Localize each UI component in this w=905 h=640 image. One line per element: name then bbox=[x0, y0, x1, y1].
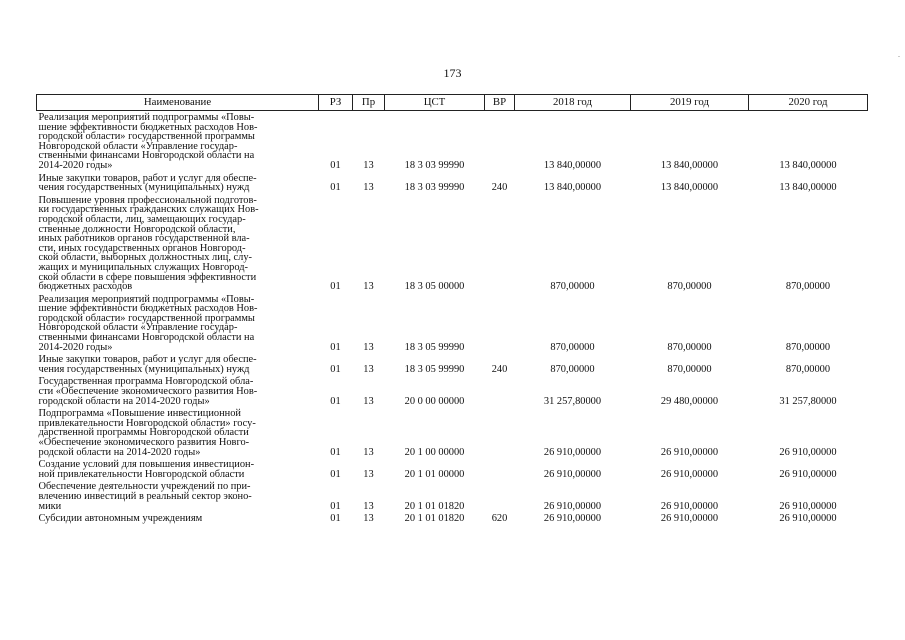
name-line: 2014-2020 годы» bbox=[38, 341, 113, 353]
name-line: Реализация мероприятий подпрограммы «Повы- bbox=[38, 293, 255, 305]
name-line: Обеспечение деятельности учреждений по при- bbox=[38, 481, 251, 493]
name-line: привлекательности Новгородской области» госу- bbox=[38, 417, 256, 429]
name-line: мики bbox=[38, 500, 62, 512]
cell-name bbox=[37, 480, 319, 512]
name-line: влечению инвестиций в реальный сектор эконо- bbox=[38, 490, 252, 502]
table-row bbox=[37, 353, 868, 375]
cell-2018: 870,00000 bbox=[550, 363, 595, 375]
name-line: 2014-2020 годы» bbox=[38, 159, 113, 171]
cell-2020: 26 910,00000 bbox=[779, 500, 837, 512]
name-line: шение эффективности бюджетных расходов Нов- bbox=[38, 303, 258, 315]
cell-2018: 31 257,80000 bbox=[543, 395, 602, 407]
column-header-vr: ВР bbox=[485, 95, 515, 111]
name-line: Создание условий для повышения инвестицион- bbox=[38, 459, 255, 471]
cell-vr bbox=[485, 194, 515, 293]
column-header-pr: Пр bbox=[353, 95, 385, 111]
name-line: городской области» государственной программы bbox=[38, 312, 255, 324]
cell-2020: 13 840,00000 bbox=[779, 159, 837, 171]
name-line: Повышение уровня профессиональной подготов- bbox=[38, 194, 257, 206]
cell-2018: 13 840,00000 bbox=[543, 159, 602, 171]
cell-rz: 01 bbox=[330, 341, 341, 353]
name-line: ки государственных гражданских служащих Нов- bbox=[38, 204, 259, 216]
cell-vr bbox=[485, 480, 515, 512]
cell-rz: 01 bbox=[330, 363, 341, 375]
name-line: ной привлекательности Новгородской области bbox=[38, 468, 245, 480]
name-line: бюджетных расходов bbox=[38, 281, 133, 293]
cell-cst: 20 1 01 01820 bbox=[404, 513, 465, 525]
cell-name bbox=[37, 407, 319, 458]
name-line: ственными финансами Новгородской области на bbox=[38, 332, 255, 344]
cell-vr bbox=[485, 293, 515, 354]
name-line: сти «Обеспечение экономического развития Нов- bbox=[38, 386, 258, 398]
name-line: ственными финансами Новгородской области на bbox=[38, 150, 255, 162]
cell-2020: 26 910,00000 bbox=[779, 446, 837, 458]
name-line: городской области» государственной программы bbox=[38, 131, 255, 143]
cell-rz: 01 bbox=[330, 281, 341, 293]
cell-vr bbox=[485, 111, 515, 172]
cell-2019: 870,00000 bbox=[667, 341, 712, 353]
cell-2018: 870,00000 bbox=[550, 281, 595, 293]
cell-name bbox=[37, 375, 319, 407]
cell-vr bbox=[485, 375, 515, 407]
cell-cst: 20 1 01 00000 bbox=[404, 468, 465, 480]
cell-2018: 26 910,00000 bbox=[543, 513, 602, 525]
column-header-2018: 2018 год bbox=[515, 95, 631, 111]
cell-cst: 18 3 03 99990 bbox=[404, 159, 465, 171]
table-row bbox=[37, 111, 868, 172]
cell-cst: 20 0 00 00000 bbox=[404, 395, 465, 407]
name-line: Новгородской области «Управление государ- bbox=[38, 140, 238, 152]
name-line: Иные закупки товаров, работ и услуг для обеспе- bbox=[38, 172, 257, 184]
cell-cst: 20 1 00 00000 bbox=[404, 446, 465, 458]
cell-rz: 01 bbox=[330, 513, 341, 525]
cell-2019: 870,00000 bbox=[667, 281, 712, 293]
cell-vr bbox=[485, 407, 515, 458]
name-line: городской области, лиц, замещающих государ- bbox=[38, 213, 246, 225]
name-line: Государственная программа Новгородской обла- bbox=[38, 376, 254, 388]
cell-name bbox=[37, 512, 319, 525]
table-row bbox=[37, 293, 868, 354]
cell-2019: 13 840,00000 bbox=[660, 182, 719, 194]
name-line: Реализация мероприятий подпрограммы «Повы- bbox=[38, 112, 255, 123]
cell-rz: 01 bbox=[330, 395, 341, 407]
cell-pr: 13 bbox=[363, 513, 374, 525]
name-line: иных работников органов государственной вла- bbox=[38, 233, 250, 245]
cell-vr bbox=[485, 458, 515, 480]
name-line: ственные должности Новгородской области, bbox=[38, 223, 236, 235]
cell-2019: 26 910,00000 bbox=[660, 500, 719, 512]
cell-pr: 13 bbox=[363, 281, 374, 293]
name-line: чения государственных (муниципальных) нужд bbox=[38, 182, 250, 194]
cell-2018: 870,00000 bbox=[550, 341, 595, 353]
cell-name bbox=[37, 111, 319, 172]
cell-2020: 13 840,00000 bbox=[779, 182, 837, 194]
cell-rz: 01 bbox=[330, 446, 341, 458]
cell-cst: 20 1 01 01820 bbox=[404, 500, 465, 512]
name-line: «Обеспечение экономического развития Новго- bbox=[38, 437, 250, 448]
cell-rz: 01 bbox=[330, 500, 341, 512]
table-row bbox=[37, 375, 868, 407]
cell-rz: 01 bbox=[330, 159, 341, 171]
name-line: Подпрограмма «Повышение инвестиционной bbox=[38, 408, 241, 420]
name-line: городской области на 2014-2020 годы» bbox=[38, 395, 210, 407]
cell-pr: 13 bbox=[363, 500, 374, 512]
cell-pr: 13 bbox=[363, 159, 374, 171]
name-line: Иные закупки товаров, работ и услуг для обеспе- bbox=[38, 354, 257, 366]
cell-pr: 13 bbox=[363, 341, 374, 353]
cell-name bbox=[37, 458, 319, 480]
table-body bbox=[37, 111, 868, 525]
cell-2020: 26 910,00000 bbox=[779, 513, 837, 525]
page-number: 173 bbox=[443, 66, 462, 80]
cell-pr: 13 bbox=[363, 182, 374, 194]
table-row bbox=[37, 458, 868, 480]
table-row bbox=[37, 172, 868, 194]
cell-vr: 240 bbox=[491, 363, 508, 375]
cell-2019: 29 480,00000 bbox=[660, 395, 719, 407]
name-line: ской области в сфере повышения эффективности bbox=[38, 271, 257, 283]
name-line: сти, иных государственных органов Новгород- bbox=[38, 242, 246, 254]
cell-2018: 13 840,00000 bbox=[543, 182, 602, 194]
name-line: Новгородской области «Управление государ- bbox=[38, 322, 238, 334]
cell-2019: 26 910,00000 bbox=[660, 468, 719, 480]
name-line: жащих и муниципальных служащих Новгород- bbox=[38, 261, 248, 273]
cell-2018: 26 910,00000 bbox=[543, 468, 602, 480]
budget-table bbox=[36, 94, 868, 525]
cell-2018: 26 910,00000 bbox=[543, 446, 602, 458]
table-header-row bbox=[37, 95, 868, 111]
table-row bbox=[37, 194, 868, 293]
cell-pr: 13 bbox=[363, 446, 374, 458]
table-row bbox=[37, 480, 868, 512]
column-header-2020: 2020 год bbox=[749, 95, 868, 111]
cell-2019: 13 840,00000 bbox=[660, 159, 719, 171]
cell-name bbox=[37, 172, 319, 194]
table-row bbox=[37, 512, 868, 525]
cell-pr: 13 bbox=[363, 395, 374, 407]
cell-pr: 13 bbox=[363, 468, 374, 480]
cell-2020: 31 257,80000 bbox=[779, 395, 837, 407]
name-line: чения государственных (муниципальных) нужд bbox=[38, 363, 250, 375]
name-line: Субсидии автономным учреждениям bbox=[38, 513, 203, 525]
table-row bbox=[37, 407, 868, 458]
name-line: родской области на 2014-2020 годы» bbox=[38, 446, 201, 458]
name-line: ской области, выборных должностных лиц, слу- bbox=[38, 252, 252, 264]
cell-cst: 18 3 05 99990 bbox=[404, 363, 465, 375]
cell-name bbox=[37, 194, 319, 293]
column-header-rz: РЗ bbox=[319, 95, 353, 111]
cell-2019: 26 910,00000 bbox=[660, 446, 719, 458]
cell-pr: 13 bbox=[363, 363, 374, 375]
name-line: дарственной программы Новгородской области bbox=[38, 427, 249, 439]
cell-2018: 26 910,00000 bbox=[543, 500, 602, 512]
cell-name bbox=[37, 353, 319, 375]
cell-cst: 18 3 03 99990 bbox=[404, 182, 465, 194]
cell-2020: 870,00000 bbox=[785, 363, 831, 375]
cell-rz: 01 bbox=[330, 182, 341, 194]
column-header-cst: ЦСТ bbox=[385, 95, 485, 111]
cell-name bbox=[37, 293, 319, 354]
cell-2019: 26 910,00000 bbox=[660, 513, 719, 525]
column-header-2019: 2019 год bbox=[631, 95, 749, 111]
cell-2020: 870,00000 bbox=[785, 341, 831, 353]
name-line: шение эффективности бюджетных расходов Нов- bbox=[38, 121, 258, 133]
cell-rz: 01 bbox=[330, 468, 341, 480]
column-header-name: Наименование bbox=[37, 95, 319, 111]
cell-vr: 240 bbox=[491, 182, 508, 194]
corner-mark: . bbox=[898, 50, 900, 59]
cell-cst: 18 3 05 00000 bbox=[404, 281, 465, 293]
cell-cst: 18 3 05 99990 bbox=[404, 341, 465, 353]
cell-vr: 620 bbox=[491, 513, 508, 525]
cell-2020: 26 910,00000 bbox=[779, 468, 837, 480]
cell-2019: 870,00000 bbox=[667, 363, 712, 375]
cell-2020: 870,00000 bbox=[785, 281, 831, 293]
